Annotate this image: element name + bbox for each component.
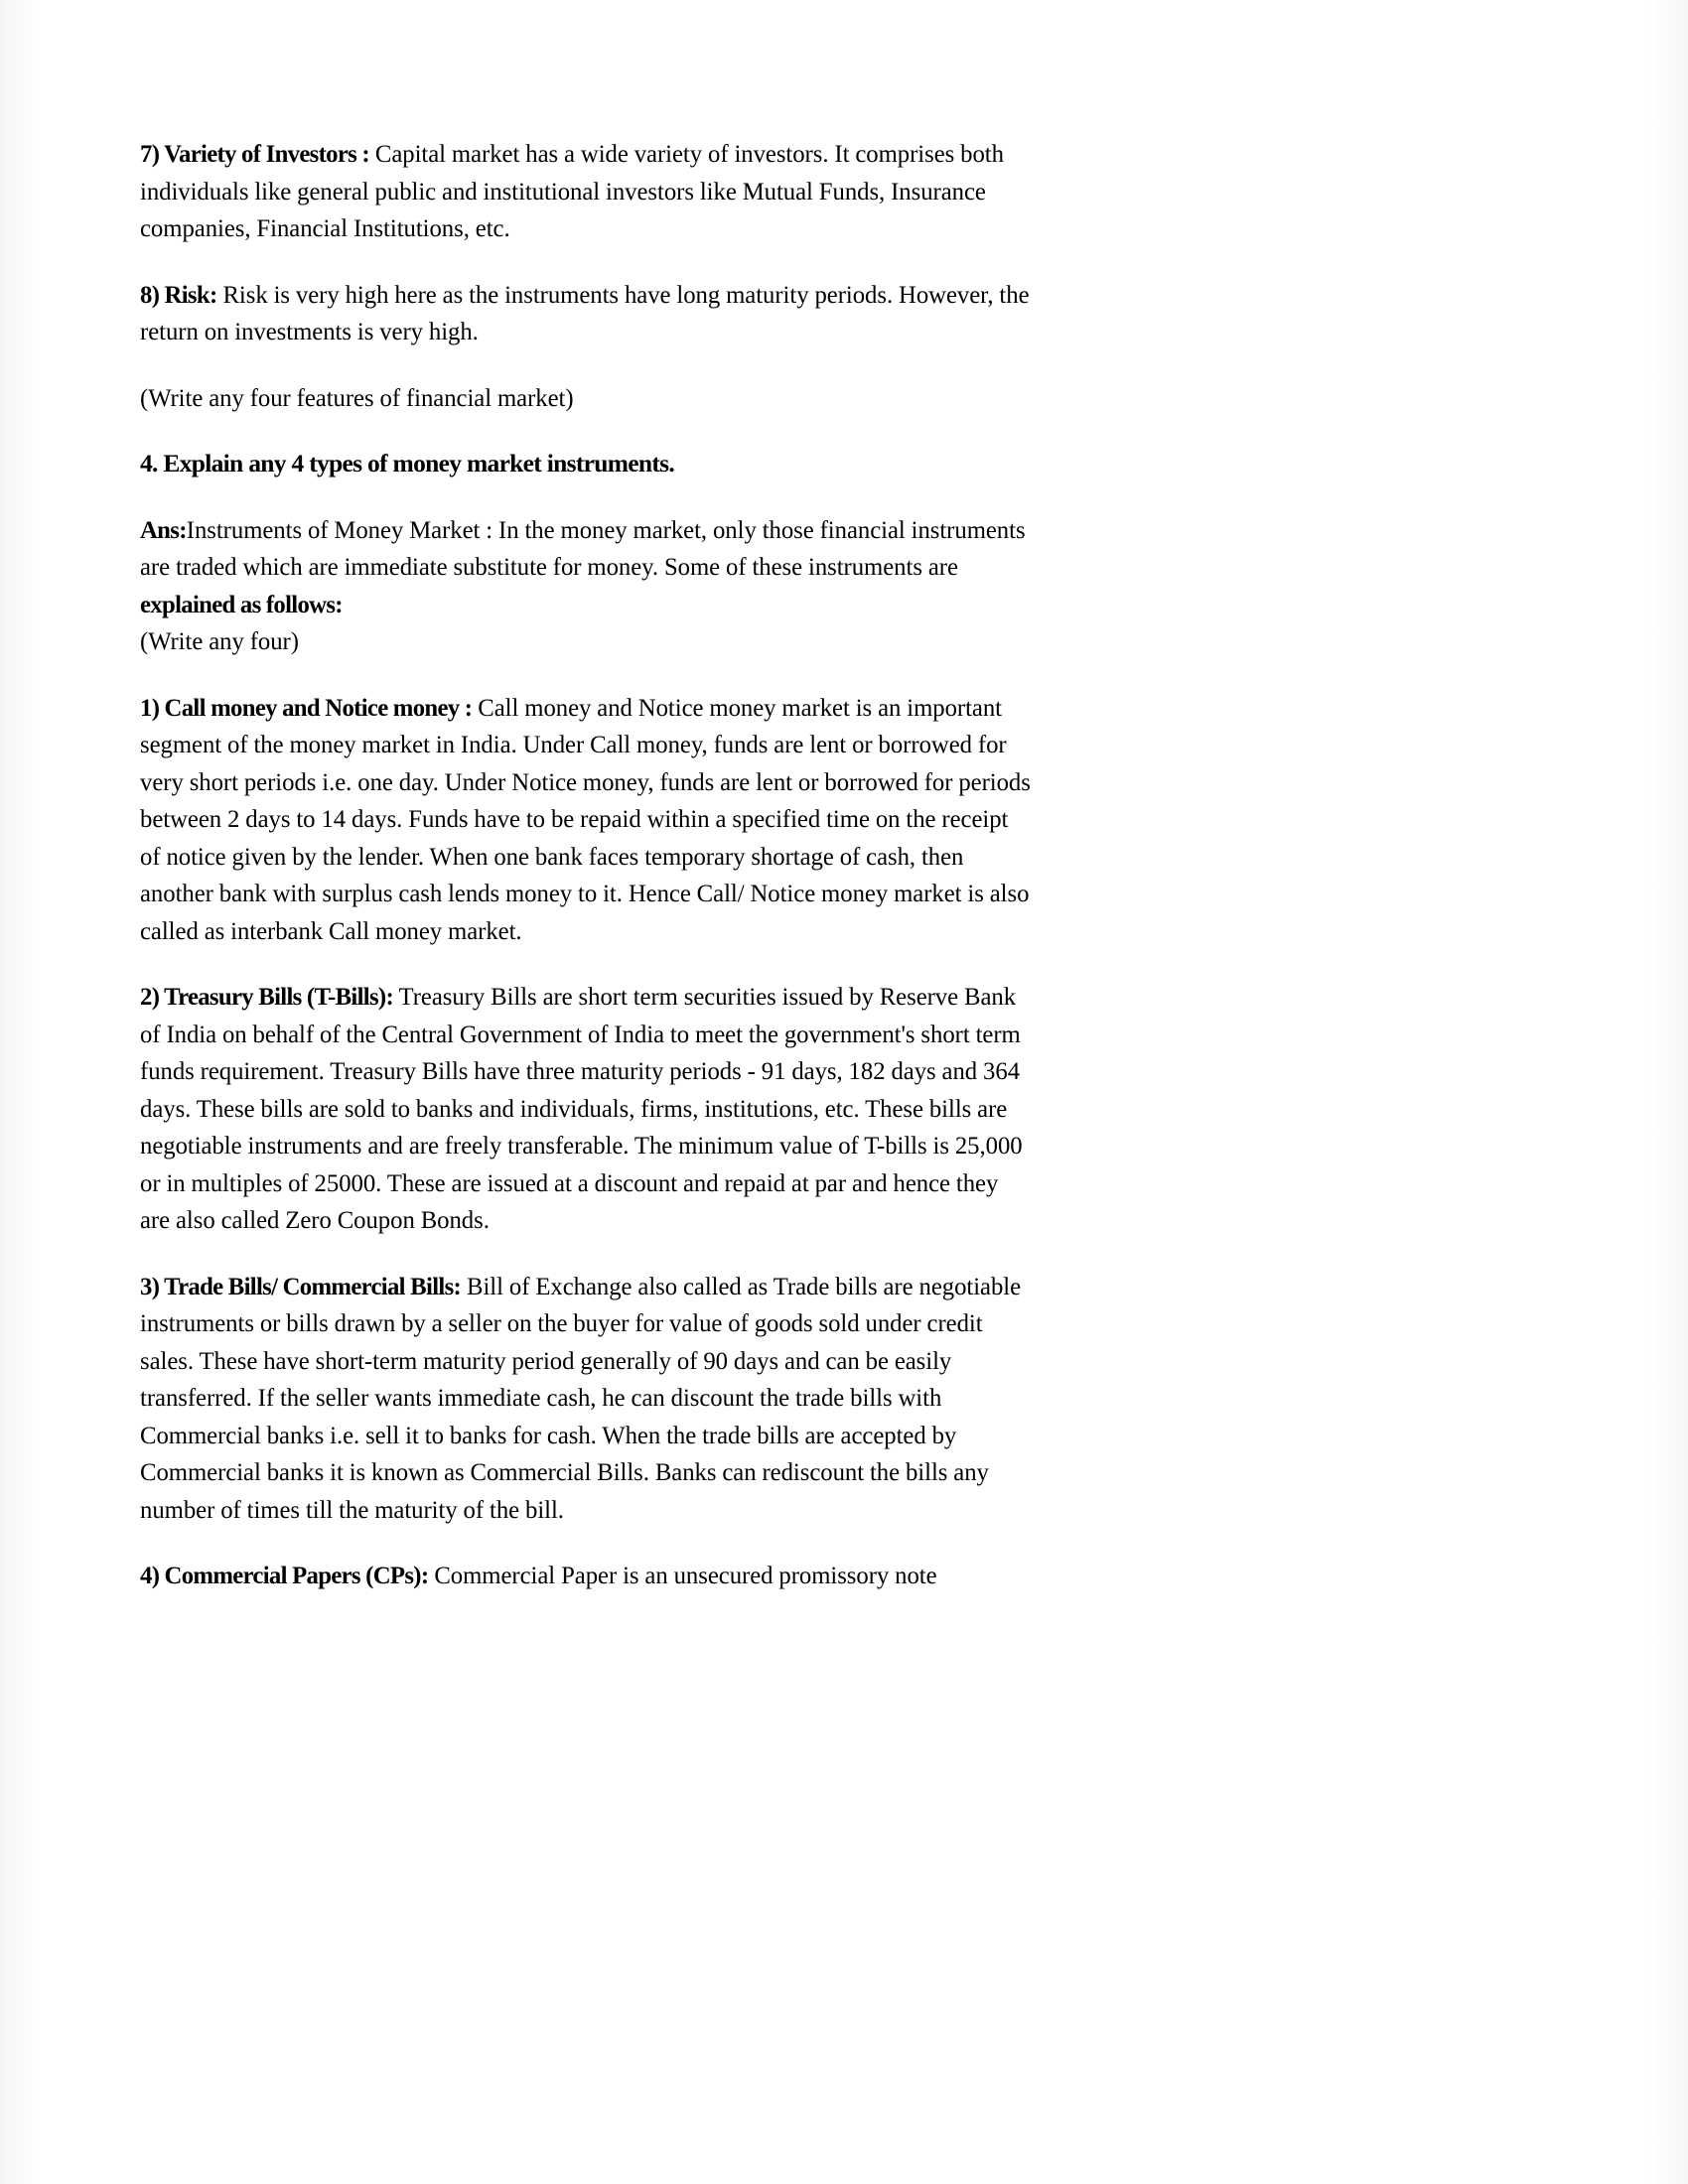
paragraph-body-text: Call money and Notice money market is an important segment of the money market in India. Under Call money, funds are lent or borrowed for very short periods i.e. one day. Under Notice money, funds are lent or borrowed for periods between 2 days to 14 days. Funds have to be repaid within a specified time on the receipt of notice given by the lender. When one bank faces temporary shortage of cash, then another bank with surplus cash lends money to it. Hence Call/ Notice money market is also called as interbank Call money market. [140, 692, 1031, 945]
paragraph-lead-label: 7) Variety of Investors : [140, 139, 369, 168]
paragraph-body-text: Commercial Paper is an unsecured promissory note [428, 1561, 937, 1589]
paragraph-commercial-papers [140, 1557, 1031, 1594]
paragraph-lead-label: 2) Treasury Bills (T-Bills): [140, 982, 394, 1011]
paragraph-body-text: Treasury Bills are short term securities issued by Reserve Bank of India on behalf of the Central Government of India to meet the government's short term funds requirement. Treasury Bills have three maturity periods - 91 days, 182 days and 364 days. These bills are sold to banks and individuals, firms, institutions, etc. These bills are negotiable instruments and are freely transferable. The minimum value of T-bills is 25,000 or in multiples of 25000. These are issued at a discount and repaid at par and hence they are also called Zero Coupon Bonds. [140, 982, 1023, 1234]
answer-body-text: Instruments of Money Market : In the money market, only those financial instruments are traded which are immediate substitute for money. Some of these instruments are [140, 514, 1026, 581]
note-text: (Write any four) [140, 626, 299, 655]
note-text: (Write any four features of financial market) [140, 382, 574, 412]
paragraph-variety-of-investors [140, 135, 1031, 247]
answer-tail-bold: explained as follows: [140, 589, 343, 618]
paragraph-call-money-and-notice-money [140, 689, 1031, 950]
paragraph-trade-bills-commercial-bills [140, 1268, 1031, 1529]
note-write-any-four [140, 622, 1031, 660]
paragraph-body-text: Bill of Exchange also called as Trade bills are negotiable instruments or bills drawn by a seller on the buyer for value of goods sold under credit sales. These have short-term maturity period generally of 90 days and can be easily transferred. If the seller wants immediate cash, he can discount the trade bills with Commercial banks i.e. sell it to banks for cash. When the trade bills are accepted by Commercial banks it is known as Commercial Bills. Banks can rediscount the bills any number of times till the maturity of the bill. [140, 1271, 1022, 1524]
question-heading-text: 4. Explain any 4 types of money market instruments. [140, 449, 675, 478]
paragraph-lead-label: 1) Call money and Notice money : [140, 692, 473, 722]
paragraph-body-text: Risk is very high here as the instruments have long maturity periods. However, the return on investments is very high. [140, 279, 1030, 345]
answer-label: Ans: [140, 514, 187, 544]
document-content [140, 135, 1058, 1623]
paragraph-treasury-bills [140, 978, 1031, 1239]
note-write-any-four-features [140, 379, 1031, 417]
paragraph-answer-intro [140, 511, 1031, 623]
question-heading-4 [140, 445, 1058, 482]
paragraph-lead-label: 8) Risk: [140, 279, 217, 309]
paragraph-risk [140, 276, 1031, 350]
paragraph-lead-label: 3) Trade Bills/ Commercial Bills: [140, 1271, 462, 1300]
paragraph-body-text: Capital market has a wide variety of investors. It comprises both individuals like general public and institutional investors like Mutual Funds, Insurance companies, Financial Institutions, etc. [140, 139, 1004, 242]
paragraph-lead-label: 4) Commercial Papers (CPs): [140, 1561, 429, 1589]
